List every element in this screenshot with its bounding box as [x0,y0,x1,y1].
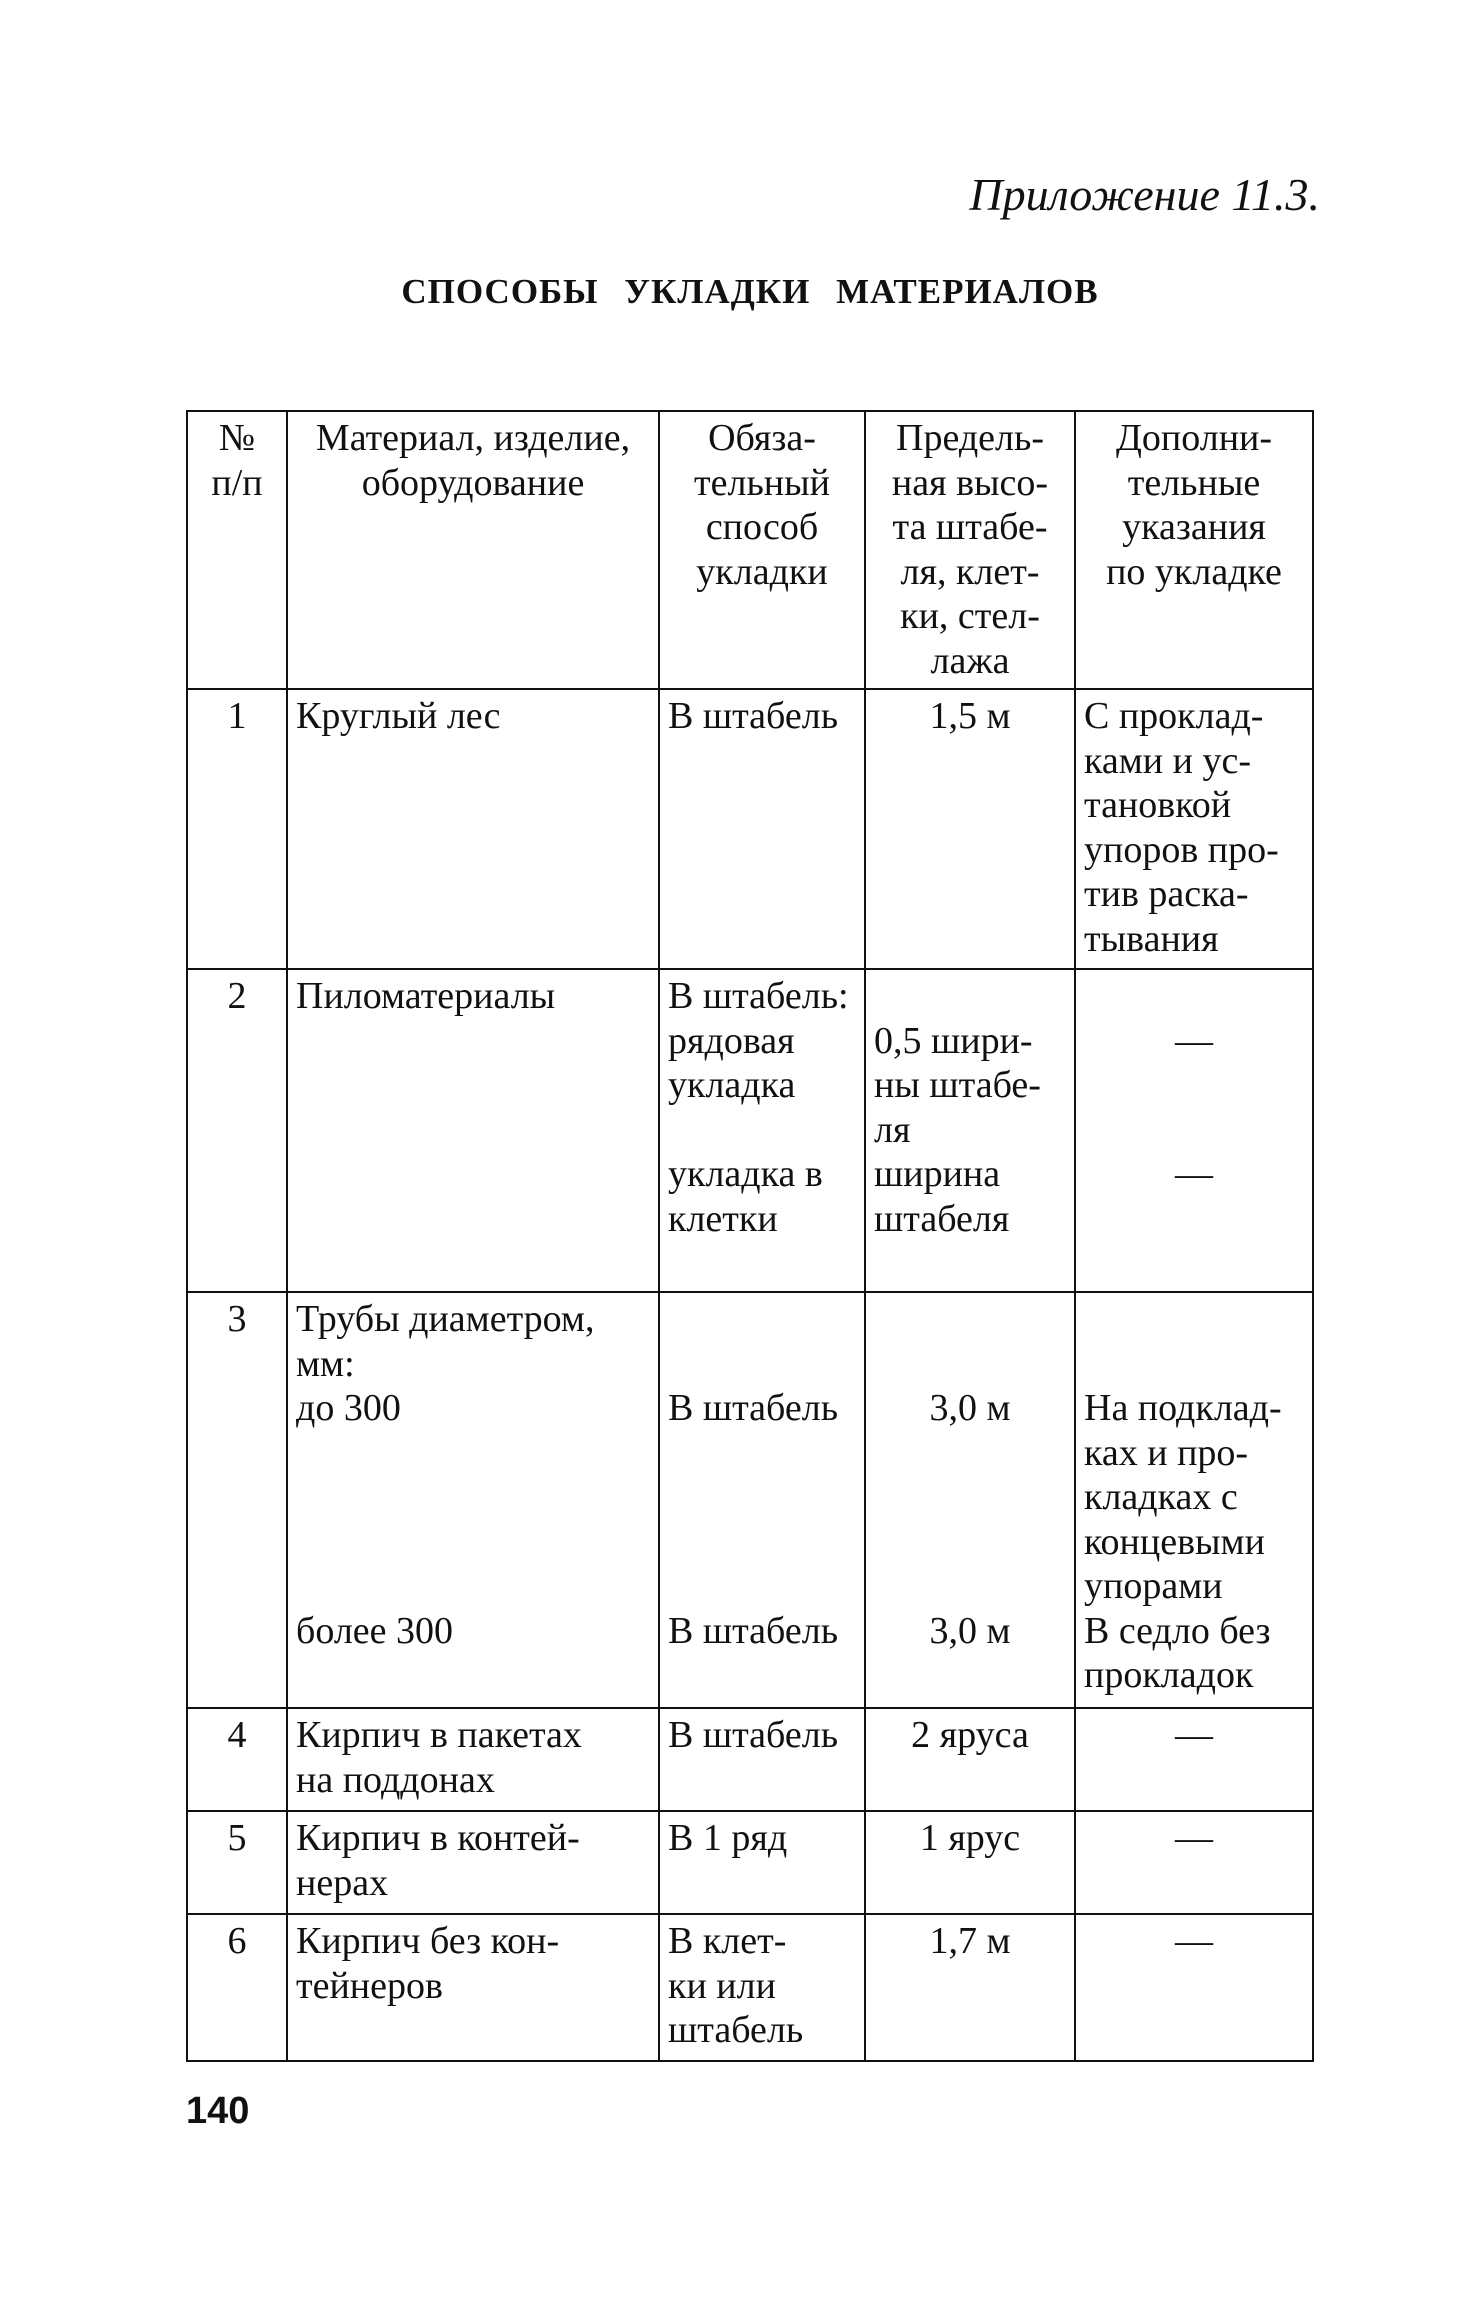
height-cell: 0,5 шири- ны штабе- ля ширина штабеля [865,969,1075,1292]
material-cell: Круглый лес [287,689,659,969]
row-number: 4 [187,1708,287,1811]
material-cell: Кирпич в пакетах на поддонах [287,1708,659,1811]
height-cell: 1,5 м [865,689,1075,969]
notes-cell: — [1075,1811,1313,1914]
page-title: СПОСОБЫ УКЛАДКИ МАТЕРИАЛОВ [401,272,1099,311]
table-row [187,1292,1313,1708]
material-cell: Трубы диаметром, мм: до 300 более 300 [287,1292,659,1708]
height-cell: 1 ярус [865,1811,1075,1914]
material-cell: Пиломатериалы [287,969,659,1292]
method-cell: В штабель: рядовая укладка укладка в клетки [659,969,865,1292]
notes-cell: На подклад- ках и про- кладках с концевыми упорами В седло без прокладок [1075,1292,1313,1708]
header-cell-method: Обяза- тельный способ укладки [659,411,865,689]
table-header-row [187,411,1313,689]
table-row [187,1811,1313,1914]
header-cell-material: Материал, изделие, оборудование [287,411,659,689]
notes-cell: — — [1075,969,1313,1292]
table-row [187,689,1313,969]
material-cell: Кирпич без кон- тейнеров [287,1914,659,2061]
method-cell: В штабель [659,689,865,969]
header-cell-height: Предель- ная высо- та штабе- ля, клет- ки, стел- лажа [865,411,1075,689]
row-number: 1 [187,689,287,969]
height-cell: 3,0 м 3,0 м [865,1292,1075,1708]
method-cell: В 1 ряд [659,1811,865,1914]
table-row [187,969,1313,1292]
row-number: 3 [187,1292,287,1708]
appendix-label: Приложение 11.3. [969,169,1320,220]
header-cell-number: № п/п [187,411,287,689]
height-cell: 2 яруса [865,1708,1075,1811]
notes-cell: — [1075,1914,1313,2061]
row-number: 2 [187,969,287,1292]
height-cell: 1,7 м [865,1914,1075,2061]
header-cell-notes: Дополни- тельные указания по укладке [1075,411,1313,689]
materials-table [186,410,1314,2062]
method-cell: В штабель В штабель [659,1292,865,1708]
table-row [187,1708,1313,1811]
row-number: 6 [187,1914,287,2061]
table-row [187,1914,1313,2061]
page-number: 140 [186,2090,250,2132]
notes-cell: — [1075,1708,1313,1811]
material-cell: Кирпич в контей- нерах [287,1811,659,1914]
method-cell: В клет- ки или штабель [659,1914,865,2061]
row-number: 5 [187,1811,287,1914]
method-cell: В штабель [659,1708,865,1811]
notes-cell: С проклад- ками и ус- тановкой упоров про- тив раска- тывания [1075,689,1313,969]
